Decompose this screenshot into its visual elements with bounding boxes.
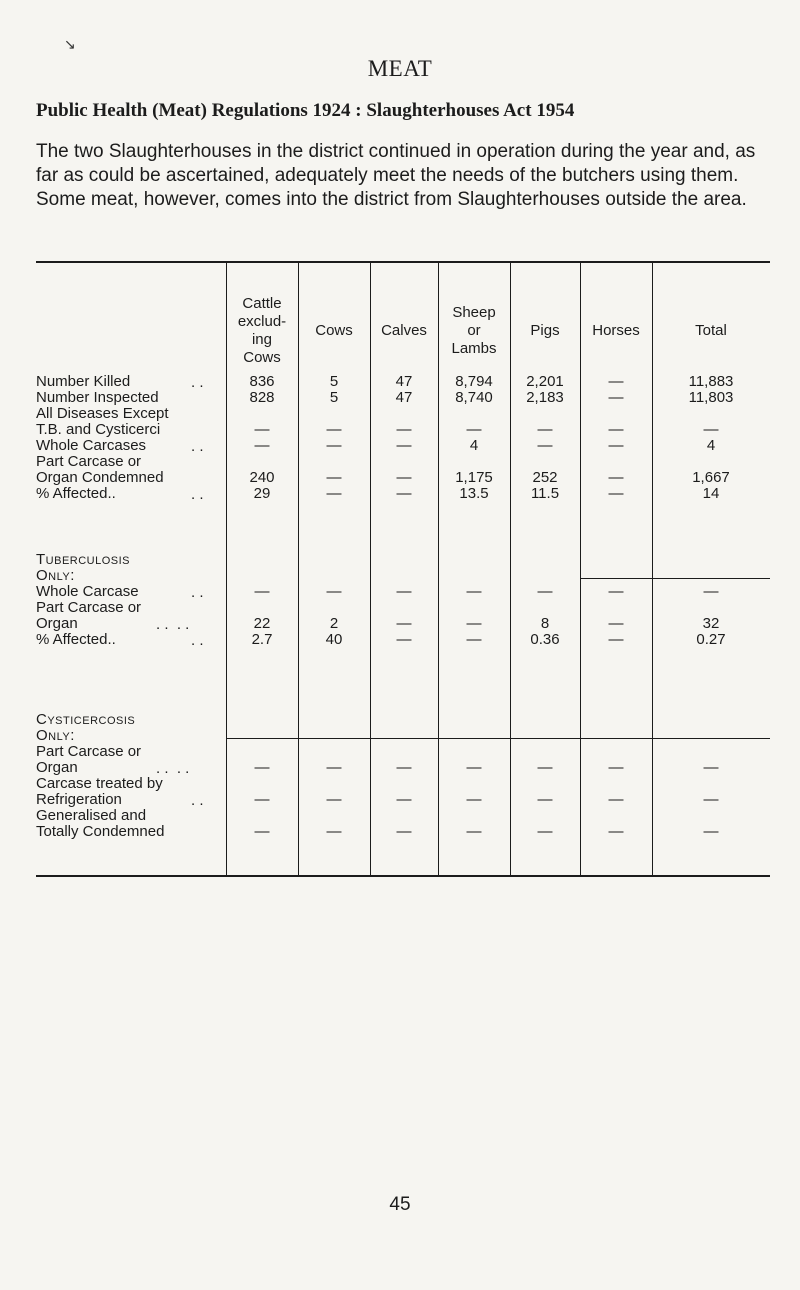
row-label: Generalised and	[36, 807, 147, 824]
leader-dots: . .	[191, 486, 204, 503]
row-label: Part Carcase or	[36, 453, 142, 470]
table-cell: 252	[532, 469, 558, 486]
meat-inspection-table	[36, 261, 770, 877]
table-cell: —	[396, 421, 412, 438]
leader-dots: . . . .	[156, 616, 190, 633]
table-cell: —	[608, 469, 624, 486]
table-cell: 2.7	[251, 631, 273, 648]
table-cell: 2,183	[526, 389, 564, 406]
table-cell: 47	[395, 389, 413, 406]
table-cell: —	[537, 437, 553, 454]
table-cell: —	[703, 791, 719, 808]
table-cell: —	[396, 437, 412, 454]
table-cell: —	[608, 485, 624, 502]
table-cell: —	[326, 421, 342, 438]
table-cell: 1,667	[692, 469, 730, 486]
table-cell: —	[326, 469, 342, 486]
table-cell: 11.5	[530, 485, 560, 502]
table-cell: —	[254, 583, 270, 600]
table-cell: —	[466, 421, 482, 438]
leader-dots: . .	[191, 792, 204, 809]
table-cell: —	[608, 373, 624, 390]
table-cell: —	[466, 583, 482, 600]
table-cell: —	[396, 485, 412, 502]
table-cell: 40	[325, 631, 343, 648]
table-cell: —	[703, 421, 719, 438]
table-cell: —	[608, 583, 624, 600]
leader-dots: . .	[191, 374, 204, 391]
row-label: Part Carcase or	[36, 743, 142, 760]
page-number: 45	[389, 1194, 411, 1215]
table-cell: —	[537, 759, 553, 776]
table-cell: —	[703, 583, 719, 600]
table-cell: 2	[329, 615, 339, 632]
table-cell: 32	[702, 615, 720, 632]
table-cell: —	[396, 759, 412, 776]
table-cell: —	[608, 389, 624, 406]
table-cell: 22	[253, 615, 271, 632]
header-sheep: Sheep or Lambs	[451, 303, 497, 357]
header-cattle: Cattle exclud- ing Cows	[237, 294, 287, 366]
table-cell: 8,794	[455, 373, 493, 390]
table-cell: —	[326, 823, 342, 840]
table-cell: —	[537, 583, 553, 600]
row-label: Whole Carcase	[36, 583, 139, 600]
table-cell: 240	[249, 469, 275, 486]
table-cell: —	[608, 615, 624, 632]
table-cell: 1,175	[455, 469, 493, 486]
leader-dots: . .	[191, 632, 204, 649]
table-cell: —	[326, 759, 342, 776]
row-label: All Diseases Except	[36, 405, 169, 422]
table-cell: —	[608, 437, 624, 454]
section-label: Only:	[36, 727, 75, 744]
table-cell: 47	[395, 373, 413, 390]
table-cell: —	[608, 631, 624, 648]
table-cell: —	[396, 823, 412, 840]
header-calves: Calves	[381, 321, 427, 339]
table-cell: —	[466, 759, 482, 776]
table-cell: 8	[540, 615, 550, 632]
row-label: Number Killed	[36, 373, 131, 390]
table-cell: 5	[329, 389, 339, 406]
header-cows: Cows	[315, 321, 353, 339]
table-cell: 29	[253, 485, 271, 502]
table-cell: —	[466, 631, 482, 648]
row-label: Totally Condemned	[36, 823, 165, 840]
table-cell: —	[703, 759, 719, 776]
row-label: Refrigeration	[36, 791, 122, 808]
table-cell: —	[466, 823, 482, 840]
table-cell: 0.27	[696, 631, 726, 648]
table-cell: 8,740	[455, 389, 493, 406]
row-label: % Affected..	[36, 631, 116, 648]
table-cell: —	[703, 823, 719, 840]
table-cell: —	[326, 583, 342, 600]
table-cell: —	[466, 615, 482, 632]
table-cell: —	[254, 421, 270, 438]
table-cell: 13.5	[459, 485, 489, 502]
table-cell: 836	[249, 373, 275, 390]
row-label: Carcase treated by	[36, 775, 163, 792]
table-cell: 11,883	[688, 373, 734, 390]
corner-mark: ↘	[64, 36, 76, 52]
row-label: Organ Condemned	[36, 469, 164, 486]
table-cell: 2,201	[526, 373, 564, 390]
table-cell: —	[537, 421, 553, 438]
section-label: Cysticercosis	[36, 711, 136, 728]
row-label: Whole Carcases	[36, 437, 147, 454]
table-cell: —	[537, 823, 553, 840]
section-heading: Public Health (Meat) Regulations 1924 : Slaughterhouses Act 1954	[36, 100, 575, 121]
table-cell: —	[396, 583, 412, 600]
leader-dots: . .	[191, 584, 204, 601]
table-cell: —	[254, 759, 270, 776]
table-cell: —	[608, 823, 624, 840]
section-label: Tuberculosis	[36, 551, 131, 568]
table-cell: —	[396, 615, 412, 632]
table-cell: —	[608, 791, 624, 808]
table-cell: 828	[249, 389, 275, 406]
row-label: Organ	[36, 615, 78, 632]
header-horses: Horses	[592, 321, 640, 339]
table-cell: —	[396, 791, 412, 808]
table-cell: —	[537, 791, 553, 808]
row-label: Organ	[36, 759, 78, 776]
table-cell: 5	[329, 373, 339, 390]
table-cell: 4	[706, 437, 716, 454]
row-label: T.B. and Cysticerci	[36, 421, 161, 438]
row-label: Part Carcase or	[36, 599, 142, 616]
table-cell: —	[326, 791, 342, 808]
intro-paragraph: The two Slaughterhouses in the district continued in operation during the year and, as far as could be ascertained, adequately meet the needs of the butchers using them. Some meat, however, comes into the district from Slaughterhouses outside the area.	[36, 141, 756, 210]
table-cell: —	[326, 485, 342, 502]
table-cell: —	[396, 631, 412, 648]
leader-dots: . . . .	[156, 760, 190, 777]
table-cell: —	[396, 469, 412, 486]
row-label: Number Inspected	[36, 389, 159, 406]
header-pigs: Pigs	[530, 321, 560, 339]
table-cell: —	[254, 823, 270, 840]
table-cell: —	[466, 791, 482, 808]
table-cell: —	[608, 759, 624, 776]
page-title: MEAT	[367, 56, 433, 81]
table-cell: —	[254, 437, 270, 454]
table-cell: 0.36	[530, 631, 560, 648]
table-cell: —	[326, 437, 342, 454]
row-label: % Affected..	[36, 485, 116, 502]
table-cell: —	[608, 421, 624, 438]
section-label: Only:	[36, 567, 75, 584]
leader-dots: . .	[191, 438, 204, 455]
section-rule	[226, 738, 770, 739]
table-cell: 14	[702, 485, 720, 502]
table-cell: 4	[469, 437, 479, 454]
header-total: Total	[695, 321, 727, 339]
section-rule	[580, 578, 770, 579]
table-cell: —	[254, 791, 270, 808]
table-cell: 11,803	[688, 389, 734, 406]
